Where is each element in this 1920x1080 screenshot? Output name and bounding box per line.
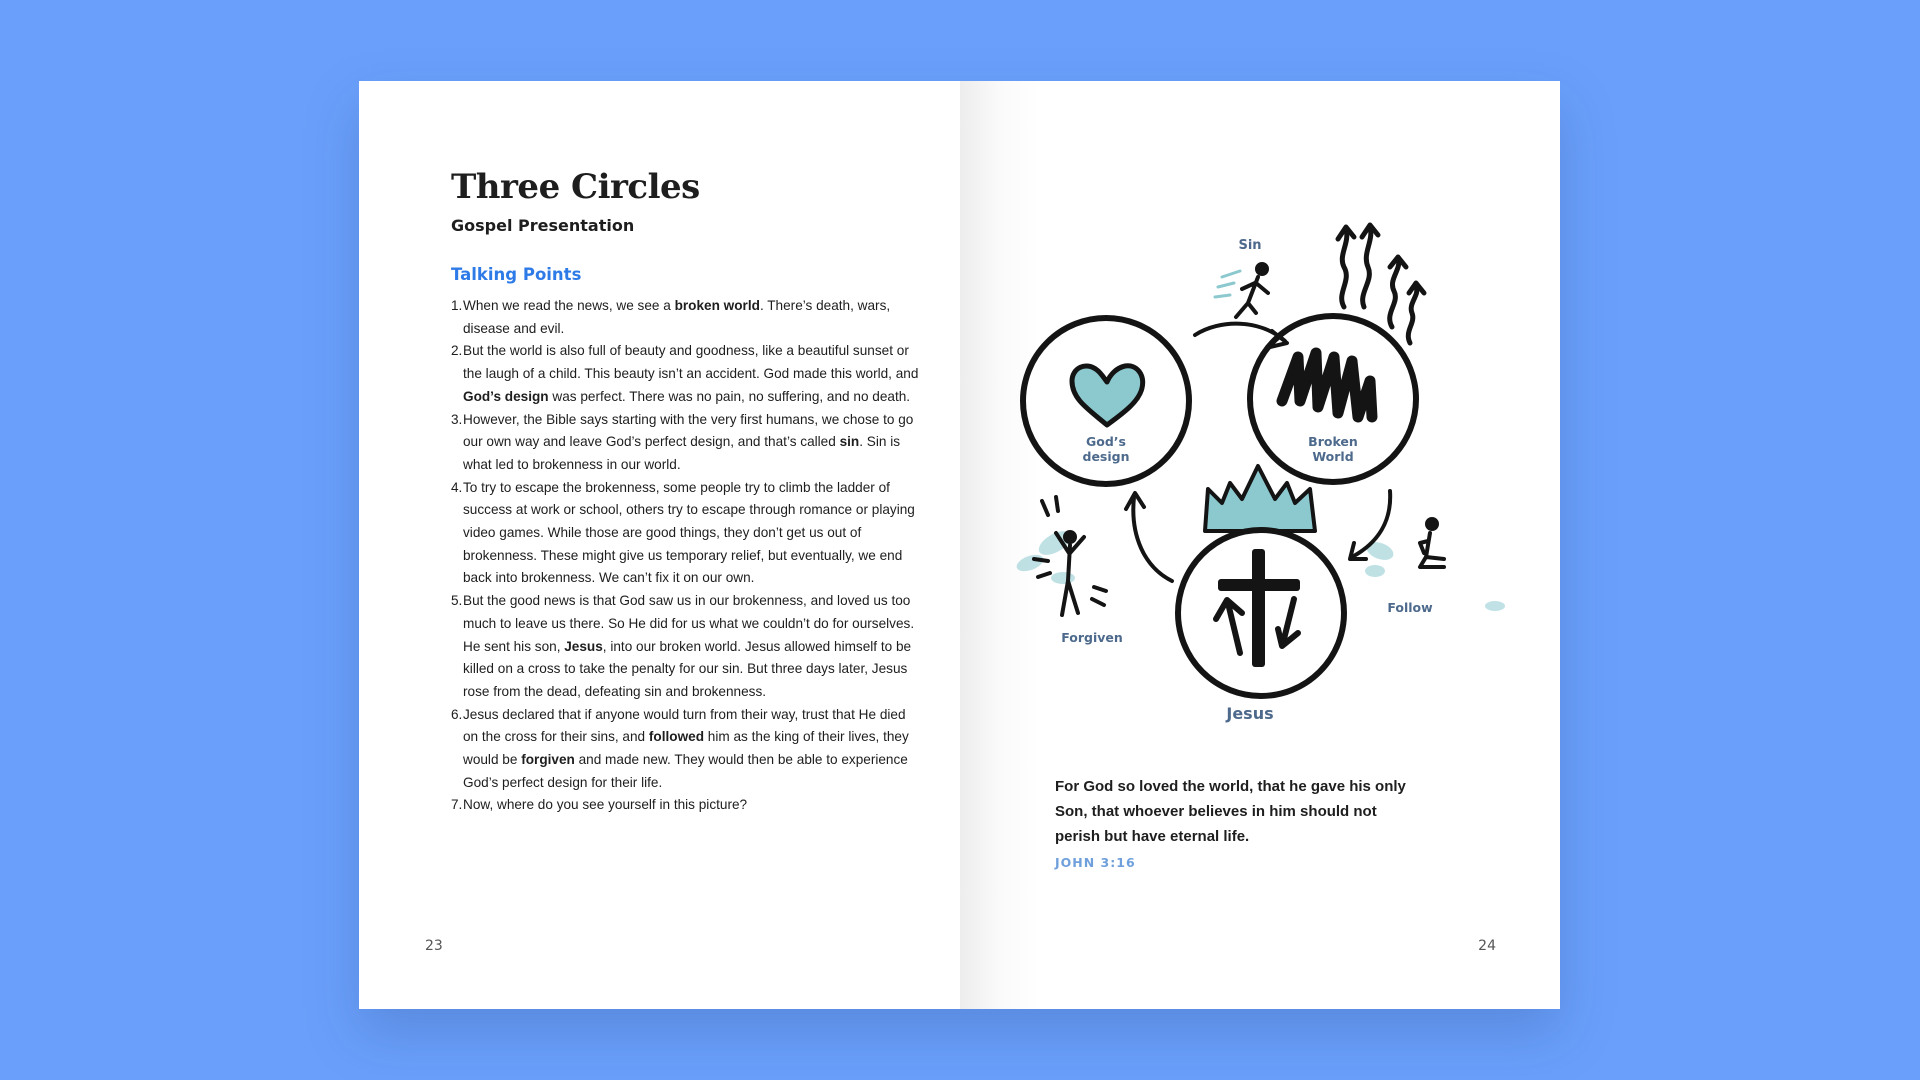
talking-points-list xyxy=(451,295,921,817)
three-circles-diagram xyxy=(960,81,1560,1009)
section-heading: Talking Points xyxy=(451,265,582,284)
point-number: 3. xyxy=(451,411,463,427)
kneeling-figure-icon xyxy=(1420,519,1444,567)
point-text: When we read the news, we see a xyxy=(463,298,675,313)
talking-point xyxy=(451,340,921,408)
point-text: was perfect. There was no pain, no suffering, and no death. xyxy=(548,388,911,404)
page-subtitle: Gospel Presentation xyxy=(451,216,635,235)
verse-reference: JOHN 3:16 xyxy=(1055,855,1136,870)
point-text: Now, where do you see yourself in this picture? xyxy=(463,797,748,813)
rejoicing-figure-icon xyxy=(1034,497,1106,615)
point-text: Jesus declared that if anyone would turn from their way, trust that He died on the cross for their sins, and xyxy=(463,706,906,745)
talking-point xyxy=(451,590,921,704)
point-number: 6. xyxy=(451,706,463,722)
point-number: 1. xyxy=(451,298,463,313)
label-follow: Follow xyxy=(1387,600,1433,615)
talking-point xyxy=(451,409,921,477)
point-emphasis: God’s design xyxy=(463,388,549,404)
talking-point xyxy=(451,704,921,795)
point-number: 2. xyxy=(451,343,463,359)
point-emphasis: forgiven xyxy=(521,752,575,768)
point-emphasis: broken world xyxy=(674,298,760,313)
label-broken-world-2: World xyxy=(1312,449,1354,464)
point-emphasis: Jesus xyxy=(564,638,603,654)
running-figure-icon xyxy=(1215,264,1268,317)
point-text: . Sin is what led to brokenness in our world. xyxy=(463,434,901,472)
right-page xyxy=(960,81,1560,1009)
book-spread xyxy=(359,81,1560,1009)
label-jesus: Jesus xyxy=(1226,704,1274,723)
label-sin: Sin xyxy=(1238,238,1262,253)
point-text: and made new. They would then be able to experience God’s perfect design for their life. xyxy=(463,752,908,790)
label-forgiven: Forgiven xyxy=(1061,630,1123,645)
forgiven-arrow-icon xyxy=(1126,493,1172,581)
point-emphasis: sin xyxy=(839,434,860,450)
talking-point xyxy=(451,794,921,817)
point-text: However, the Bible says starting with the very first humans, we chose to go our own way and leave God’s perfect design, and that’s called xyxy=(463,411,914,450)
page-title: Three Circles xyxy=(451,167,700,207)
point-emphasis: followed xyxy=(648,729,705,745)
left-page xyxy=(359,81,960,1009)
bible-verse: For God so loved the world, that he gave his only Son, that whoever believes in him should not perish but have eternal life. xyxy=(1055,778,1406,845)
talking-point xyxy=(451,477,921,591)
label-gods-design-1: God’s xyxy=(1086,434,1126,449)
talking-point xyxy=(451,295,921,340)
point-text: , into our broken world. Jesus allowed himself to be killed on a cross to take the penalty for our sin. But three days later, Jesus rose from the dead, defeating sin and brokenness. xyxy=(463,638,912,699)
point-number: 4. xyxy=(451,479,463,495)
page-number-left: 23 xyxy=(425,938,443,954)
point-number: 5. xyxy=(451,593,463,609)
point-text: But the world is also full of beauty and goodness, like a beautiful sunset or the laugh of a child. This beauty isn’t an accident. God made this world, and xyxy=(463,343,919,382)
point-number: 7. xyxy=(451,797,463,813)
point-text: . There’s death, wars, disease and evil. xyxy=(463,298,891,336)
point-text: To try to escape the brokenness, some people try to climb the ladder of success at work or school, others try to escape through romance or playing video games. While those are good things, they don’t get us out of brokenness. These might give us temporary relief, but eventually, we end back into brokenness. We can’t fix it on our own. xyxy=(463,479,915,586)
label-broken-world-1: Broken xyxy=(1308,434,1358,449)
point-text: But the good news is that God saw us in our brokenness, and loved us too much to leave us there. So He did for us what we couldn’t do for ourselves. He sent his son, xyxy=(463,593,915,654)
label-gods-design-2: design xyxy=(1082,449,1130,464)
page-number-right: 24 xyxy=(1478,938,1496,954)
point-text: him as the king of their lives, they would be xyxy=(463,729,909,768)
